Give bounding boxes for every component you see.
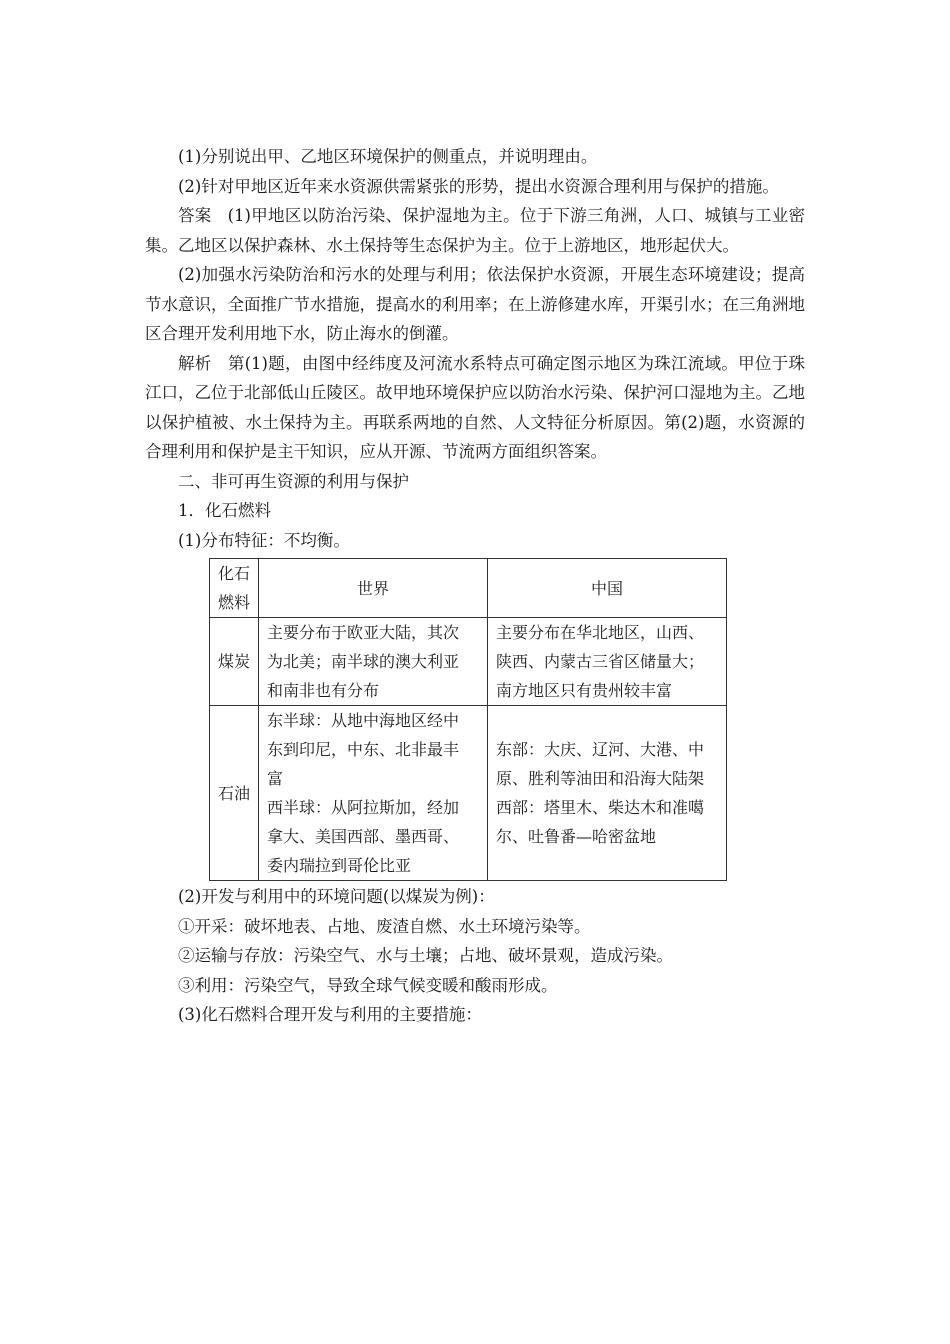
analysis-label: 解析 <box>178 353 212 373</box>
table-header-row <box>210 559 727 618</box>
answer-paragraph-2: (2)加强水污染防治和污水的处理与利用；依法保护水资源，开展生态环境建设；提高节水意识，全面推广节水措施，提高水的利用率；在上游修建水库，开渠引水；在三角洲地区合理开发利用地下水，防止海水的倒灌。 <box>145 265 805 343</box>
subsection-heading: 1．化石燃料 <box>178 501 271 520</box>
document-body <box>145 142 805 1030</box>
question-2: (2)针对甲地区近年来水资源供需紧张的形势，提出水资源合理利用与保护的措施。 <box>178 176 779 196</box>
env-item-transport: ②运输与存放：污染空气、水与土壤；占地、破坏景观，造成污染。 <box>178 946 673 965</box>
section-heading: 二、非可再生资源的利用与保护 <box>178 471 409 491</box>
measures-heading: (3)化石燃料合理开发与利用的主要措施： <box>178 1005 482 1024</box>
coal-world-cell: 主要分布于欧亚大陆，其次 为北美；南半球的澳大利亚 和南非也有分布 <box>259 618 488 706</box>
table-row-oil <box>210 706 727 881</box>
coal-label: 煤炭 <box>210 618 259 706</box>
env-item-mining: ①开采：破坏地表、占地、废渣自燃、水土环境污染等。 <box>178 916 591 936</box>
oil-label: 石油 <box>210 706 259 881</box>
oil-world-cell: 东半球：从地中海地区经中 东到印尼，中东、北非最丰 富 西半球：从阿拉斯加，经加 拿大、美国西部、墨西哥、 委内瑞拉到哥伦比亚 <box>259 706 488 881</box>
analysis-text: 第(1)题，由图中经纬度及河流水系特点可确定图示地区为珠江流域。甲位于珠江口，乙位于北部低山丘陵区。故甲地环境保护应以防治水污染、保护河口湿地为主。乙地以保护植被、水土保持为主。再联系两地的自然、人文特征分析原因。第(2)题，水资源的合理利用和保护是主干知识，应从开源、节流两方面组织答案。 <box>145 353 805 461</box>
table-row-coal <box>210 618 727 706</box>
answer-label: 答案 <box>178 206 212 225</box>
coal-china-cell: 主要分布在华北地区，山西、 陕西、内蒙古三省区储量大； 南方地区只有贵州较丰富 <box>488 618 727 706</box>
header-fuel-type: 化石 燃料 <box>210 559 259 618</box>
header-world: 世界 <box>259 559 488 618</box>
answer-paragraph-1 <box>145 201 805 260</box>
question-1: (1)分别说出甲、乙地区环境保护的侧重点，并说明理由。 <box>178 147 598 166</box>
oil-china-cell: 东部：大庆、辽河、大港、中 原、胜利等油田和沿海大陆架 西部：塔里木、柴达木和准噶 尔、吐鲁番—哈密盆地 <box>488 706 727 881</box>
distribution-heading: (1)分布特征：不均衡。 <box>178 530 350 550</box>
fossil-fuel-table <box>209 558 727 881</box>
env-problems-heading: (2)开发与利用中的环境问题(以煤炭为例)： <box>178 887 495 906</box>
env-item-use: ③利用：污染空气，导致全球气候变暖和酸雨形成。 <box>178 975 558 995</box>
answer-text-1: (1)甲地区以防治污染、保护湿地为主。位于下游三角洲，人口、城镇与工业密集。乙地区以保护森林、水土保持等生态保护为主。位于上游地区，地形起伏大。 <box>145 206 806 255</box>
analysis-paragraph <box>145 349 805 467</box>
header-china: 中国 <box>488 559 727 618</box>
